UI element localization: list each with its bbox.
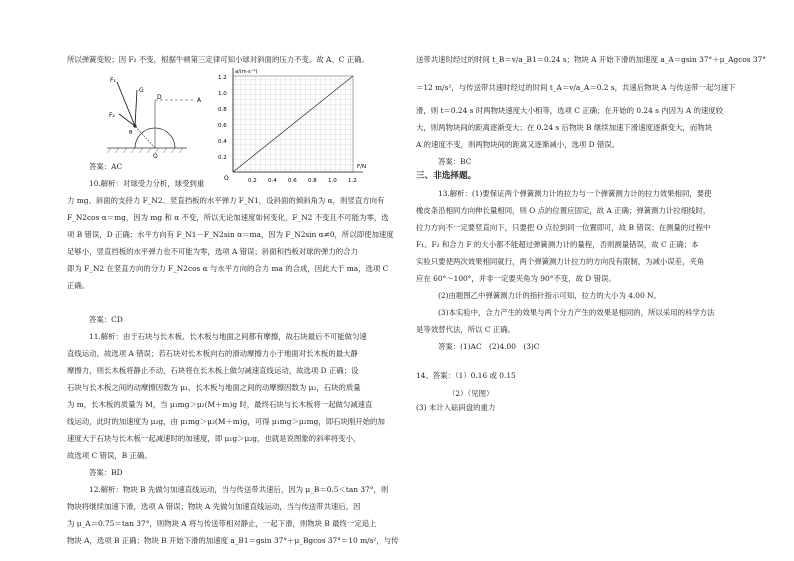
text-line: 为 m，长木板的质量为 M，当 μ₁mg＞μ₂(M＋m)g 时，最终石块与长木板将一起做匀减速直 bbox=[67, 400, 373, 409]
text-line: ＝12 m/s²，与传送带共速时经过的时间 t_A＝v/a_A＝0.2 s，共速后物块 A 与传送带一起匀速下 bbox=[416, 83, 736, 92]
label-a: A bbox=[197, 97, 202, 104]
text-line: 实验只要使两次效果相同就行，两个弹簧测力计拉力的方向没有限制，为减小误差，夹角 bbox=[416, 257, 705, 266]
text-line: 所以弹簧变短；因 F₂ 不变，根据牛顿第三定律可知小球对斜面的压力不变。故 A、C 正确。 bbox=[67, 55, 369, 64]
label-g: G bbox=[139, 87, 144, 94]
xtick: 0.2 bbox=[248, 178, 257, 184]
answer: （2）（见图） bbox=[448, 389, 494, 398]
text-line: (3)本实验中，合力产生的效果与两个分力产生的效果是相同的，所以采用的科学方法 bbox=[438, 308, 715, 317]
ytick: 0.6 bbox=[218, 123, 227, 129]
text-line: 即为 F_N2 在竖直方向的分力 F_N2cos α 与水平方向的合力 ma 的合成，因此大于 ma，选项 C bbox=[67, 264, 389, 273]
text-line: 拉力方向不一定要竖直向下，只要把 O 点拉到同一位置即可，故 B 错误；在测量的过程中 bbox=[416, 223, 711, 232]
text-line: 送带共速时经过的时间 t_B＝v/a_B1＝0.24 s；物块 A 开始下滑的加速度 a_A＝gsin 37°＋μ_Agcos 37° bbox=[416, 55, 767, 64]
text-line: 项 B 错误，D 正确；水平方向有 F_N1－F_N2sin α＝ma，因为 F_N2sin α≠0，所以即使加速度 bbox=[67, 230, 394, 239]
text-line: 应在 60°～100°，并非一定要夹角为 90°不变，故 D 错误。 bbox=[416, 274, 616, 283]
ytick: 1.0 bbox=[218, 91, 227, 97]
force-diagram bbox=[107, 70, 212, 162]
text-line: 摩擦力，则长木板将静止不动，石块将在长木板上做匀减速直线运动，故选项 D 正确；设 bbox=[67, 366, 359, 375]
answer: 答案：CD bbox=[89, 315, 123, 324]
graph-origin: O bbox=[224, 175, 229, 182]
ytick: 0.8 bbox=[218, 107, 227, 113]
answer: 答案：AC bbox=[89, 162, 123, 171]
graph-ylabel: a/(m·s⁻²) bbox=[235, 69, 258, 75]
text-line: A 的速度不变，则两物块间的距离又逐渐减小，选项 D 错误。 bbox=[416, 140, 620, 149]
label-o: O bbox=[153, 153, 158, 160]
ytick: 1.2 bbox=[218, 75, 227, 81]
text-line: 是等效替代法，所以 C 正确。 bbox=[416, 325, 516, 334]
text-line: 橡皮条沿相同方向伸长量相同，则 O 点的位置应固定，故 A 正确；弹簧测力计拉细线时， bbox=[416, 206, 711, 215]
answer: (3) 未计入砝码盘的重力 bbox=[416, 403, 496, 412]
answer: 答案：BC bbox=[438, 157, 472, 166]
xtick: 0.4 bbox=[268, 178, 277, 184]
text-line: 10.解析：对球受力分析，球受到重 bbox=[89, 179, 205, 188]
text-line: 12.解析：物块 B 先做匀加速直线运动，当与传送带共速后，因为 μ_B＝0.5＜tan 37°，则 bbox=[89, 485, 389, 494]
text-line: 物块 A，选项 B 正确；物块 B 开始下滑的加速度 a_B1＝gsin 37°＋μ_Bgcos 37°＝10 m/s²，与传 bbox=[67, 536, 399, 545]
xtick: 0.8 bbox=[308, 178, 317, 184]
text-line: 线运动，此时的加速度为 μ₂g，由 μ₁mg＞μ₂(M＋m)g，可得 μ₁mg＞μ₂mg，即石块刚开始的加 bbox=[67, 417, 385, 426]
text-line: 足够小，竖直挡板的水平弹力也不可能为零，选项 A 错误；斜面和挡板对球的弹力的合力 bbox=[67, 247, 358, 256]
label-theta: θ bbox=[129, 130, 133, 136]
text-line: 石块与长木板之间的动摩擦因数为 μ₁，长木板与地面之间的动摩擦因数为 μ₂，石块的质量 bbox=[67, 383, 361, 392]
xtick: 1.2 bbox=[348, 178, 357, 184]
text-line: (2)由题图乙中弹簧测力计的指针指示可知，拉力的大小为 4.00 N。 bbox=[438, 291, 661, 300]
text-line: 滑，则 t＝0.24 s 时两物块速度大小相等，选项 C 正确；在开始的 0.24 s 内因为 A 的速度较 bbox=[416, 106, 724, 115]
label-d: D bbox=[157, 94, 162, 101]
ytick: 0.4 bbox=[218, 139, 227, 145]
text-line: F₁、F₂ 和合力 F 的大小都不能超过弹簧测力计的量程，否则测量错误，故 C 正确；本 bbox=[416, 240, 699, 249]
text-line: 物块将继续加速下滑，选项 A 错误；物块 A 先做匀加速直线运动，当与传送带共速后，因 bbox=[67, 502, 361, 511]
xtick: 1.0 bbox=[328, 178, 337, 184]
text-line: 13.解析：(1)要保证两个弹簧测力计的拉力与一个弹簧测力计的拉力效果相同，要使 bbox=[438, 189, 712, 198]
text-line: 故选项 C 错误，B 正确。 bbox=[67, 451, 152, 460]
text-line: 力 mg、斜面的支持力 F_N2、竖直挡板的水平弹力 F_N1，设斜面的倾斜角为 α，则竖直方向有 bbox=[67, 196, 385, 205]
answer: 14、答案：（1）0.16 或 0.15 bbox=[416, 371, 516, 380]
text-line: F_N2cos α＝mg，因为 mg 和 α 不变，所以无论加速度如何变化，F_N2 不变且不可能为零，选 bbox=[67, 213, 389, 222]
xtick: 0.6 bbox=[288, 178, 297, 184]
af-graph bbox=[215, 64, 377, 188]
text-line: 速度大于石块与长木板一起减速时的加速度，即 μ₁g＞μ₂g，也就是说图象的斜率将变小， bbox=[67, 434, 361, 443]
section-heading: 三、非选择题。 bbox=[416, 171, 477, 181]
graph-xlabel: F/N bbox=[357, 164, 367, 170]
answer: 答案：BD bbox=[89, 468, 123, 477]
label-f1: F₁ bbox=[110, 77, 116, 84]
label-f2: F₂ bbox=[109, 112, 115, 119]
text-line: 为 μ_A＝0.75＝tan 37°，则物块 A 将与传送带相对静止，一起下滑，则物块 B 最终一定追上 bbox=[67, 519, 377, 528]
ytick: 0.2 bbox=[218, 155, 227, 161]
text-line: 正确。 bbox=[67, 281, 90, 290]
text-line: 大，则两物块间的距离逐渐变大；在 0.24 s 后物块 B 继续加速下滑速度逐渐变大，而物块 bbox=[416, 123, 713, 132]
text-line: 直线运动，故选项 A 错误；若石块对长木板向右的滑动摩擦力小于地面对长木板的最大静 bbox=[67, 349, 358, 358]
answer: 答案：(1)AC (2)4.00 (3)C bbox=[438, 342, 540, 351]
text-line: 11.解析：由于石块与长木板、长木板与地面之间都有摩擦，故石块最后不可能做匀速 bbox=[89, 332, 367, 341]
